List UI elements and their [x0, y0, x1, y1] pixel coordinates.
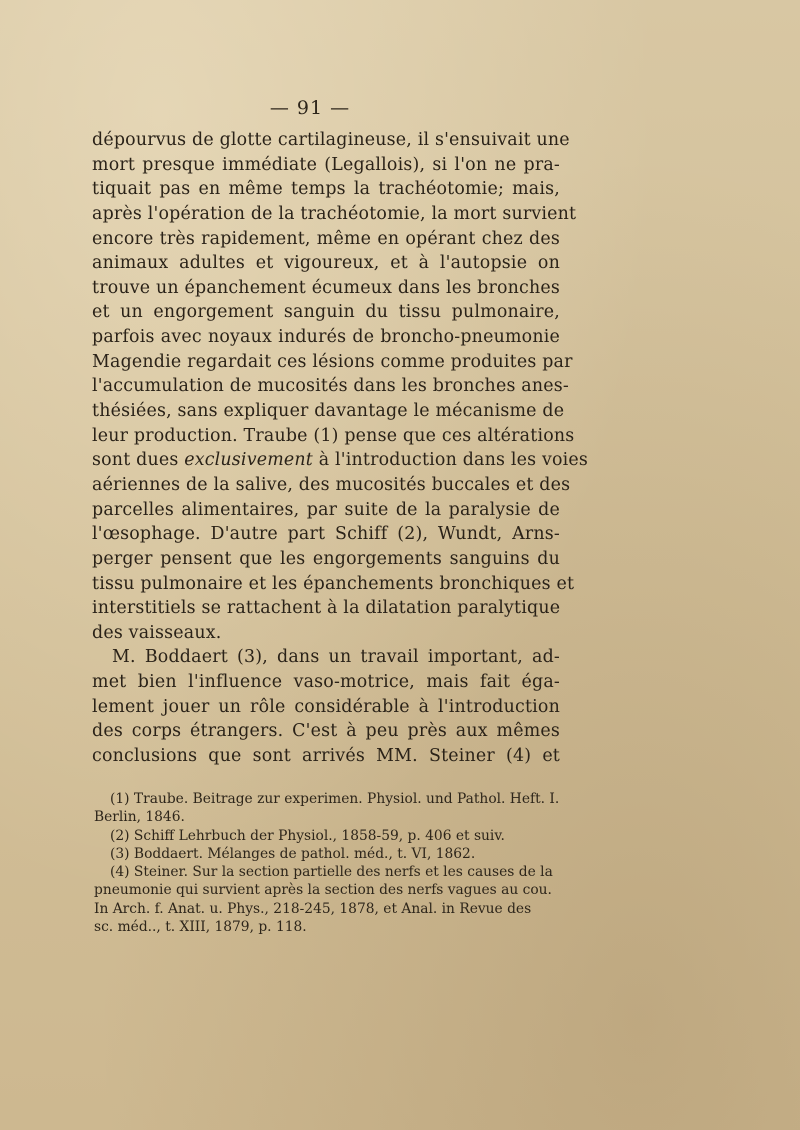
body-text: [92, 128, 589, 769]
footnotes: [94, 790, 560, 936]
footnote-line: (4) Steiner. Sur la section partielle des nerfs et les causes de la: [110, 864, 553, 881]
text-line: mort presque immédiate (Legallois), si l'on ne pra-: [92, 154, 560, 175]
text-line: animaux adultes et vigoureux, et à l'autopsie on: [92, 253, 560, 274]
text-line: des corps étrangers. C'est à peu près aux mêmes: [92, 721, 560, 742]
text-line: met bien l'influence vaso-motrice, mais fait éga-: [92, 672, 560, 693]
text-line: parfois avec noyaux indurés de broncho-pneumonie: [92, 327, 560, 348]
footnote-line: (3) Boddaert. Mélanges de pathol. méd., t. VI, 1862.: [110, 845, 476, 862]
page-number: — 91 —: [269, 97, 351, 119]
text-line: conclusions que sont arrivés MM. Steiner (4) et: [92, 746, 560, 767]
text-line: dépourvus de glotte cartilagineuse, il s'ensuivait une: [92, 130, 570, 150]
text-line: aériennes de la salive, des mucosités buccales et des: [92, 474, 571, 495]
text-segment: à l'introduction dans les voies: [312, 450, 589, 471]
footnote-line: Berlin, 1846.: [94, 809, 185, 826]
text-line: Magendie regardait ces lésions comme produites par: [92, 351, 573, 372]
text-line-with-italic: [92, 448, 589, 473]
text-line: encore très rapidement, même en opérant chez des: [92, 228, 560, 249]
text-line: tiquait pas en même temps la trachéotomie; mais,: [92, 179, 560, 200]
footnote-line: (2) Schiff Lehrbuch der Physiol., 1858-59, p. 406 et suiv.: [110, 827, 505, 844]
text-line: perger pensent que les engorgements sanguins du: [92, 548, 560, 569]
text-line: M. Boddaert (3), dans un travail important, ad-: [112, 647, 560, 668]
footnote-line: sc. méd.., t. XIII, 1879, p. 118.: [94, 919, 307, 936]
text-line: et un engorgement sanguin du tissu pulmonaire,: [92, 302, 560, 323]
text-line: lement jouer un rôle considérable à l'introduction: [92, 696, 560, 717]
text-line: des vaisseaux.: [92, 622, 222, 643]
text-line: parcelles alimentaires, par suite de la paralysie de: [92, 499, 560, 520]
text-line: après l'opération de la trachéotomie, la mort survient: [92, 203, 577, 224]
text-line: interstitiels se rattachent à la dilatation paralytique: [92, 598, 561, 619]
footnote-line: In Arch. f. Anat. u. Phys., 218-245, 1878, et Anal. in Revue des: [94, 900, 532, 917]
text-line: l'accumulation de mucosités dans les bronches anes-: [92, 376, 569, 397]
text-segment: sont dues: [92, 450, 185, 471]
text-line: l'œsophage. D'autre part Schiff (2), Wundt, Arns-: [92, 524, 560, 545]
footnote-line: pneumonie qui survient après la section des nerfs vagues au cou.: [94, 882, 552, 899]
footnote-line: (1) Traube. Beitrage zur experimen. Physiol. und Pathol. Heft. I.: [110, 791, 560, 807]
text-line: trouve un épanchement écumeux dans les bronches: [92, 277, 560, 298]
text-line: thésiées, sans expliquer davantage le mécanisme de: [92, 401, 565, 422]
text-line: leur production. Traube (1) pense que ces altérations: [92, 425, 575, 446]
italic-word: exclusivement: [184, 450, 313, 471]
text-line: tissu pulmonaire et les épanchements bronchiques et: [92, 573, 575, 594]
